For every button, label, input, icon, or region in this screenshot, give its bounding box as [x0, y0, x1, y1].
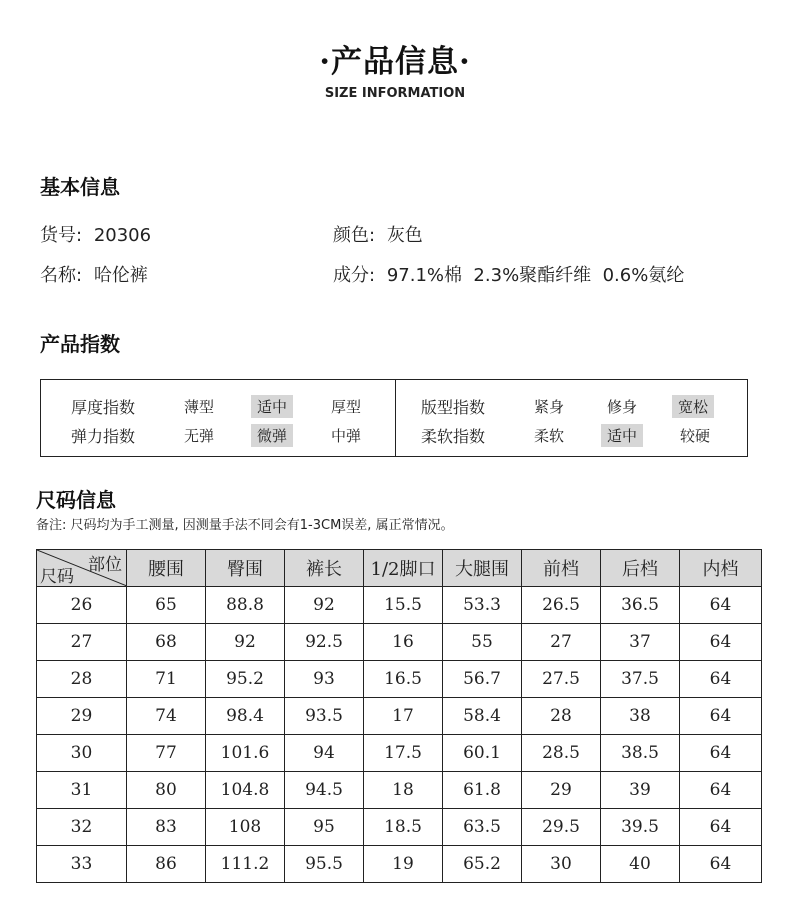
elasticity-label: 弹力指数: [71, 427, 136, 446]
size-table: [36, 549, 762, 883]
column-header: 前档: [522, 550, 601, 587]
measure-cell: 16: [364, 624, 443, 661]
measure-cell: 16.5: [364, 661, 443, 698]
thickness-label: 厚度指数: [71, 398, 136, 417]
thickness-option-medium-selected: 适中: [251, 395, 293, 418]
measure-cell: 95.5: [285, 846, 364, 883]
column-header: 腰围: [127, 550, 206, 587]
item-no-label: 货号:: [40, 225, 83, 246]
table-row: [37, 809, 762, 846]
composition-row: [333, 261, 684, 287]
measure-cell: 83: [127, 809, 206, 846]
measure-cell: 64: [680, 772, 762, 809]
measure-cell: 27: [522, 624, 601, 661]
size-table-corner-cell: [37, 550, 127, 587]
measure-cell: 30: [522, 846, 601, 883]
elasticity-option-none: 无弹: [184, 427, 215, 445]
measure-cell: 74: [127, 698, 206, 735]
measure-cell: 28: [522, 698, 601, 735]
table-row: [37, 587, 762, 624]
size-cell: 31: [37, 772, 127, 809]
index-divider: [395, 379, 396, 457]
measure-cell: 64: [680, 587, 762, 624]
measure-cell: 37: [601, 624, 680, 661]
column-header: 裤长: [285, 550, 364, 587]
softness-option-medium-selected: 适中: [601, 424, 643, 447]
size-cell: 28: [37, 661, 127, 698]
table-row: [37, 624, 762, 661]
size-cell: 33: [37, 846, 127, 883]
measure-cell: 95.2: [206, 661, 285, 698]
measure-cell: 86: [127, 846, 206, 883]
measure-cell: 92: [285, 587, 364, 624]
page-title: ·产品信息·: [319, 44, 471, 80]
color-row: [333, 221, 423, 247]
measure-cell: 98.4: [206, 698, 285, 735]
measure-cell: 15.5: [364, 587, 443, 624]
item-no-row: [40, 221, 151, 247]
basic-info-heading: 基本信息: [40, 175, 120, 199]
measure-cell: 64: [680, 735, 762, 772]
measure-cell: 38.5: [601, 735, 680, 772]
measure-cell: 40: [601, 846, 680, 883]
composition-value: 97.1%棉 2.3%聚酯纤维 0.6%氨纶: [386, 265, 685, 286]
measure-cell: 88.8: [206, 587, 285, 624]
measure-cell: 29: [522, 772, 601, 809]
measure-cell: 65.2: [443, 846, 522, 883]
measure-cell: 58.4: [443, 698, 522, 735]
size-note: 备注: 尺码均为手工测量, 因测量手法不同会有1-3CM误差, 属正常情况。: [36, 518, 454, 533]
measure-cell: 68: [127, 624, 206, 661]
measure-cell: 93: [285, 661, 364, 698]
index-heading: 产品指数: [40, 332, 120, 356]
size-cell: 29: [37, 698, 127, 735]
corner-label-part: 部位: [88, 555, 122, 575]
measure-cell: 64: [680, 846, 762, 883]
measure-cell: 64: [680, 661, 762, 698]
measure-cell: 56.7: [443, 661, 522, 698]
table-row: [37, 772, 762, 809]
measure-cell: 39: [601, 772, 680, 809]
column-header: 内档: [680, 550, 762, 587]
fit-option-slim: 修身: [607, 398, 638, 416]
measure-cell: 64: [680, 698, 762, 735]
elasticity-option-medium: 中弹: [331, 427, 362, 445]
measure-cell: 18.5: [364, 809, 443, 846]
name-row: [40, 261, 148, 287]
measure-cell: 53.3: [443, 587, 522, 624]
item-no-value: 20306: [93, 225, 152, 246]
fit-label: 版型指数: [421, 398, 486, 417]
measure-cell: 28.5: [522, 735, 601, 772]
measure-cell: 92.5: [285, 624, 364, 661]
page-subtitle: SIZE INFORMATION: [324, 86, 466, 101]
size-cell: 27: [37, 624, 127, 661]
measure-cell: 39.5: [601, 809, 680, 846]
measure-cell: 71: [127, 661, 206, 698]
measure-cell: 80: [127, 772, 206, 809]
measure-cell: 63.5: [443, 809, 522, 846]
measure-cell: 17.5: [364, 735, 443, 772]
size-table-body: [37, 587, 762, 883]
composition-label: 成分:: [333, 265, 376, 286]
measure-cell: 92: [206, 624, 285, 661]
table-row: [37, 846, 762, 883]
measure-cell: 60.1: [443, 735, 522, 772]
measure-cell: 64: [680, 809, 762, 846]
measure-cell: 94: [285, 735, 364, 772]
measure-cell: 17: [364, 698, 443, 735]
measure-cell: 64: [680, 624, 762, 661]
thickness-option-thin: 薄型: [184, 398, 215, 416]
column-header: 1/2脚口: [364, 550, 443, 587]
size-cell: 32: [37, 809, 127, 846]
measure-cell: 26.5: [522, 587, 601, 624]
measure-cell: 104.8: [206, 772, 285, 809]
measure-cell: 65: [127, 587, 206, 624]
table-row: [37, 735, 762, 772]
measure-cell: 108: [206, 809, 285, 846]
fit-option-loose-selected: 宽松: [672, 395, 714, 418]
fit-option-tight: 紧身: [534, 398, 565, 416]
measure-cell: 95: [285, 809, 364, 846]
name-label: 名称:: [40, 265, 83, 286]
measure-cell: 36.5: [601, 587, 680, 624]
elasticity-option-slight-selected: 微弹: [251, 424, 293, 447]
size-cell: 26: [37, 587, 127, 624]
measure-cell: 29.5: [522, 809, 601, 846]
column-header: 后档: [601, 550, 680, 587]
measure-cell: 93.5: [285, 698, 364, 735]
measure-cell: 94.5: [285, 772, 364, 809]
measure-cell: 77: [127, 735, 206, 772]
softness-label: 柔软指数: [421, 427, 486, 446]
name-value: 哈伦裤: [93, 265, 148, 286]
measure-cell: 37.5: [601, 661, 680, 698]
softness-option-hard: 较硬: [680, 427, 711, 445]
measure-cell: 27.5: [522, 661, 601, 698]
measure-cell: 18: [364, 772, 443, 809]
size-cell: 30: [37, 735, 127, 772]
size-table-header-row: [37, 550, 762, 587]
measure-cell: 55: [443, 624, 522, 661]
color-label: 颜色:: [333, 225, 376, 246]
table-row: [37, 698, 762, 735]
measure-cell: 38: [601, 698, 680, 735]
column-header: 臀围: [206, 550, 285, 587]
softness-option-soft: 柔软: [534, 427, 565, 445]
table-row: [37, 661, 762, 698]
measure-cell: 111.2: [206, 846, 285, 883]
measure-cell: 19: [364, 846, 443, 883]
measure-cell: 101.6: [206, 735, 285, 772]
thickness-option-thick: 厚型: [331, 398, 362, 416]
measure-cell: 61.8: [443, 772, 522, 809]
column-header: 大腿围: [443, 550, 522, 587]
corner-label-size: 尺码: [40, 567, 74, 587]
color-value: 灰色: [386, 225, 423, 246]
size-heading: 尺码信息: [36, 488, 116, 512]
